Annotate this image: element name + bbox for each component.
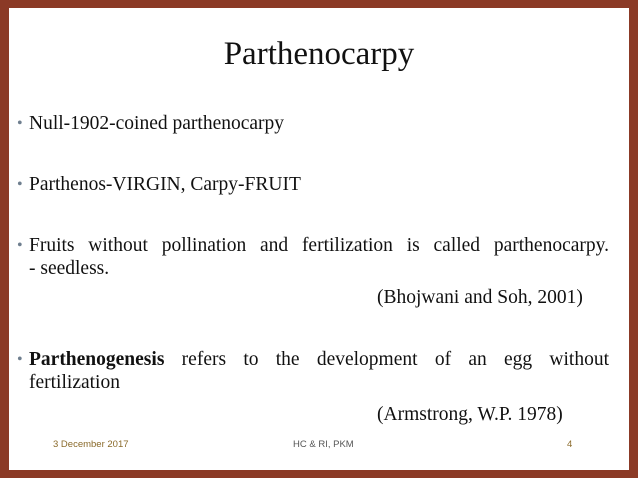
slide — [9, 8, 629, 470]
bold-term: Parthenogenesis — [29, 349, 165, 370]
bullet-text-line — [29, 348, 609, 371]
bullet-dot-icon: • — [17, 351, 23, 368]
citation: (Bhojwani and Soh, 2001) — [377, 287, 583, 308]
bullet-dot-icon: • — [17, 237, 23, 254]
bullet-item — [17, 348, 609, 394]
bullet-text-line: Fruits without pollination and fertilization is called parthenocarpy. — [29, 235, 609, 256]
bullet-item — [17, 234, 609, 280]
bullet-item — [17, 112, 609, 135]
footer-date: 3 December 2017 — [53, 439, 129, 450]
bullet-text: Null-1902-coined parthenocarpy — [29, 113, 285, 134]
bullet-text: refers to the development of an egg without — [181, 349, 609, 370]
page-number: 4 — [567, 439, 573, 450]
bullet-item — [17, 173, 609, 196]
bullet-dot-icon: • — [17, 176, 23, 193]
bullet-text-line: - seedless. — [29, 258, 110, 279]
bullet-dot-icon: • — [17, 115, 23, 132]
footer-center: HC & RI, PKM — [293, 439, 354, 450]
bullet-text: Parthenos-VIRGIN, Carpy-FRUIT — [29, 174, 301, 195]
citation: (Armstrong, W.P. 1978) — [377, 404, 563, 425]
slide-title: Parthenocarpy — [223, 36, 415, 72]
bullet-text-line: fertilization — [29, 372, 120, 393]
